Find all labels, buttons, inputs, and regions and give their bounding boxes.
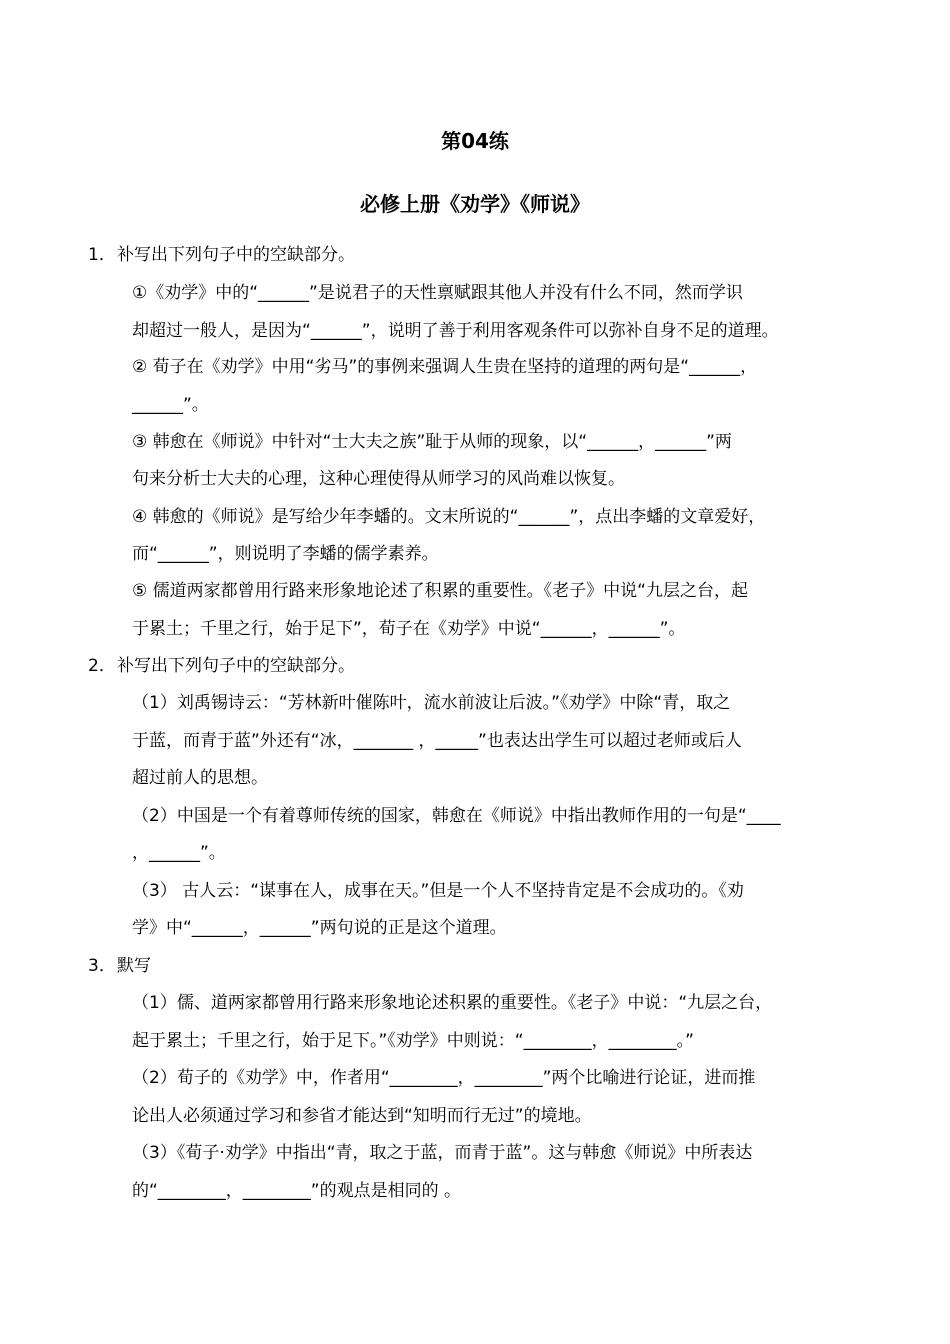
question-1-line: ⑤ 儒道两家都曾用行路来形象地论述了积累的重要性。《老子》中说“九层之台，起 (132, 581, 748, 601)
question-3-line: 论出人必须通过学习和参省才能达到“知明而行无过”的境地。 (132, 1106, 592, 1126)
question-2-number: 2． (88, 656, 116, 676)
question-1-line: ② 荀子在《劝学》中用“劣马”的事例来强调人生贵在坚持的道理的两句是“______， (132, 357, 758, 377)
question-2-line: （3） 古人云：“谋事在人，成事在天。”但是一个人不坚持肯定是不会成功的。《劝 (132, 881, 744, 901)
question-2-line: 超过前人的思想。 (132, 768, 268, 788)
question-3-number: 3． (88, 956, 116, 976)
question-1-line: 句来分析士大夫的心理，这种心理使得从师学习的风尚难以恢复。 (132, 469, 625, 489)
question-1-line: ③ 韩愈在《师说》中针对“士大夫之族”耻于从师的现象，以“______，______”两 (132, 432, 732, 452)
question-3-line: （1）儒、道两家都曾用行路来形象地论述积累的重要性。《老子》中说：“九层之台， (132, 993, 773, 1013)
question-1-line: 而“______”，则说明了李蟠的儒学素养。 (132, 544, 439, 564)
question-3-line: （3）《荀子·劝学》中指出“青，取之于蓝，而青于蓝”。这与韩愈《师说》中所表达 (132, 1143, 753, 1163)
question-3-prompt: 默写 (117, 956, 151, 976)
question-1-line: 却超过一般人，是因为“______”，说明了善于利用客观条件可以弥补自身不足的道理。 (132, 321, 779, 341)
question-3-line: 起于累土；千里之行，始于足下。”《劝学》中则说：“________，________。” (132, 1031, 694, 1051)
question-1-line: ______”。 (132, 395, 209, 415)
page-title: 第04练 (441, 129, 509, 153)
question-1-prompt: 补写出下列句子中的空缺部分。 (117, 245, 355, 265)
question-1-line: ④ 韩愈的《师说》是写给少年李蟠的。文末所说的“______”，点出李蟠的文章爱好， (132, 507, 766, 527)
question-3-line: （2）荀子的《劝学》中，作者用“________，________”两个比喻进行论证，进而推 (132, 1068, 756, 1088)
page-subtitle: 必修上册《劝学》《师说》 (360, 192, 590, 216)
question-1-line: ①《劝学》中的“______”是说君子的天性禀赋跟其他人并没有什么不同，然而学识 (132, 283, 743, 303)
question-1-line: 于累土；千里之行，始于足下”，荀子在《劝学》中说“______，______”。 (132, 619, 686, 639)
question-2-line: （2）中国是一个有着尊师传统的国家，韩愈在《师说》中指出教师作用的一句是“____ (132, 806, 781, 826)
question-2-line: 于蓝，而青于蓝”外还有“冰，_______ ，_____”也表达出学生可以超过老师或后人 (132, 731, 742, 751)
question-1-number: 1． (88, 245, 116, 265)
question-2-line: 学》中“______，______”两句说的正是这个道理。 (132, 918, 507, 938)
question-3-line: 的“________，________”的观点是相同的 。 (132, 1181, 462, 1201)
question-2-prompt: 补写出下列句子中的空缺部分。 (117, 656, 355, 676)
question-2-line: （1）刘禹锡诗云：“芳林新叶催陈叶，流水前波让后波。”《劝学》中除“青，取之 (132, 693, 731, 713)
question-2-line: ，______”。 (132, 843, 226, 863)
